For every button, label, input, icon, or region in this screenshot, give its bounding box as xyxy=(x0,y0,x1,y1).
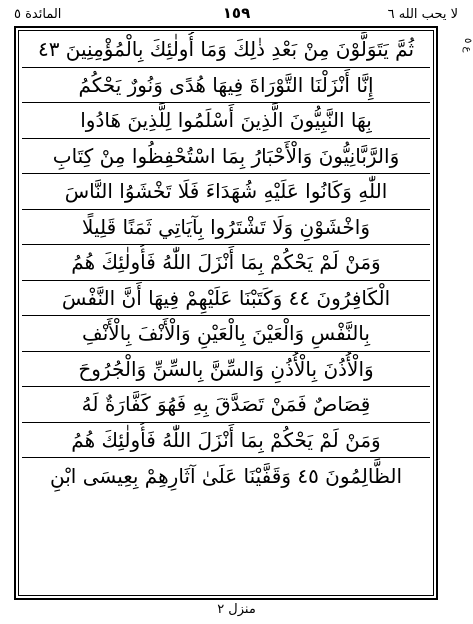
text-line: ثُمَّ يَتَوَلَّوْنَ مِنْ بَعْدِ ذٰلِكَ وَمَا أُولٰئِكَ بِالْمُؤْمِنِينَ ٤٣ xyxy=(22,32,430,68)
text-line: اللّٰهِ وَكَانُوا عَلَيْهِ شُهَدَاءَ فَلَا تَخْشَوُا النَّاسَ xyxy=(22,174,430,210)
text-line: وَمَنْ لَمْ يَحْكُمْ بِمَا أَنْزَلَ اللّٰهُ فَأُولٰئِكَ هُمُ xyxy=(22,245,430,281)
text-line: الْكَافِرُونَ ٤٤ وَكَتَبْنَا عَلَيْهِمْ فِيهَا أَنَّ النَّفْسَ xyxy=(22,281,430,317)
surah-label: المائدة ٥ xyxy=(14,7,62,22)
text-line: وَمَنْ لَمْ يَحْكُمْ بِمَا أَنْزَلَ اللّٰهُ فَأُولٰئِكَ هُمُ xyxy=(22,423,430,459)
text-line: وَالْأُذُنَ بِالْأُذُنِ وَالسِّنَّ بِالسِّنِّ وَالْجُرُوحَ xyxy=(22,352,430,388)
text-line: وَاخْشَوْنِ وَلَا تَشْتَرُوا بِآيَاتِي ثَمَنًا قَلِيلًا xyxy=(22,210,430,246)
manzil-footer: منزل ٢ xyxy=(217,602,256,617)
page-number: ١٥٩ xyxy=(222,4,251,22)
text-line: بِالنَّفْسِ وَالْعَيْنَ بِالْعَيْنِ وَالْأَنْفَ بِالْأَنْفِ xyxy=(22,316,430,352)
juz-label: لا يحب الله ٦ xyxy=(387,7,458,22)
text-line: الظَّالِمُونَ ٤٥ وَقَفَّيْنَا عَلَىٰ آثَارِهِمْ بِعِيسَى ابْنِ xyxy=(49,463,403,488)
text-lines xyxy=(22,32,430,494)
text-line: وَالرَّبَّانِيُّونَ وَالْأَحْبَارُ بِمَا اسْتُحْفِظُوا مِنْ كِتَابِ xyxy=(22,139,430,175)
text-line: بِهَا النَّبِيُّونَ الَّذِينَ أَسْلَمُوا لِلَّذِينَ هَادُوا xyxy=(22,103,430,139)
ruku-marker: ع ٥ xyxy=(462,38,473,53)
text-line: إِنَّا أَنْزَلْنَا التَّوْرَاةَ فِيهَا هُدًى وَنُورٌ يَحْكُمُ xyxy=(22,68,430,104)
text-line: قِصَاصٌ فَمَنْ تَصَدَّقَ بِهِ فَهُوَ كَفَّارَةٌ لَهُ xyxy=(22,387,430,423)
